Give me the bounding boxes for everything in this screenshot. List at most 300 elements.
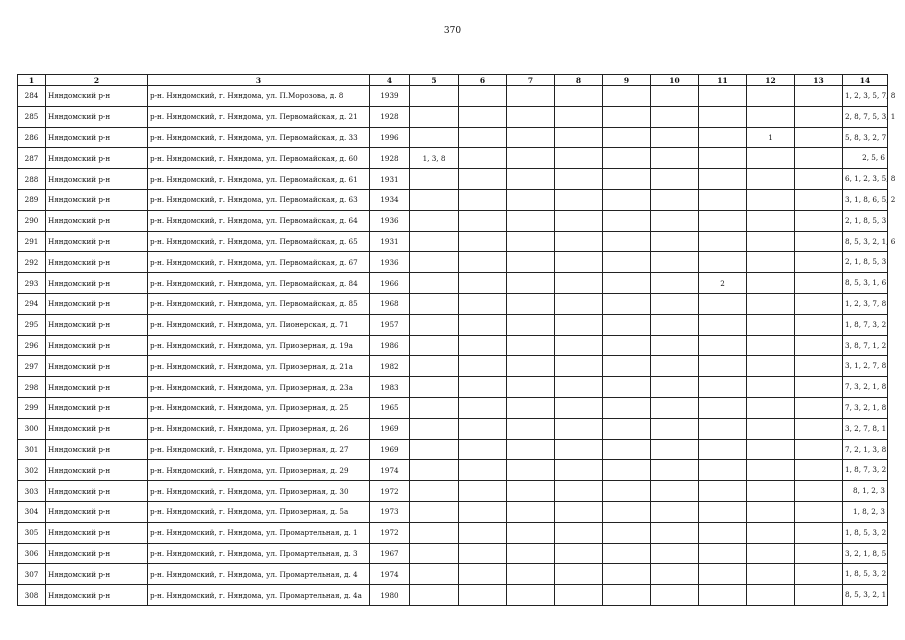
col-14-cell: 3, 1, 2, 7, 8 (843, 356, 888, 377)
col-7-cell (507, 418, 555, 439)
col-7-cell (507, 501, 555, 522)
col-5-cell (410, 460, 459, 481)
col-6-cell (459, 127, 507, 148)
col-14-cell: 1, 2, 3, 5, 7, 8 (843, 86, 888, 107)
address-cell: р-н. Няндомский, г. Няндома, ул. Промартельная, д. 1 (148, 522, 370, 543)
row-number: 284 (18, 86, 46, 107)
row-number: 292 (18, 252, 46, 273)
col-13-cell (795, 293, 843, 314)
district-cell: Няндомский р-н (46, 543, 148, 564)
district-cell: Няндомский р-н (46, 439, 148, 460)
col-7-cell (507, 127, 555, 148)
row-number: 297 (18, 356, 46, 377)
col-10-cell (651, 273, 699, 294)
col-10-cell (651, 356, 699, 377)
table-row (18, 127, 888, 148)
col-11-cell (699, 210, 747, 231)
col-6-cell (459, 377, 507, 398)
column-header-5: 5 (410, 75, 459, 86)
col-12-cell (747, 106, 795, 127)
col-7-cell (507, 273, 555, 294)
col-12-cell (747, 86, 795, 107)
table-row (18, 86, 888, 107)
year-cell: 1996 (370, 127, 410, 148)
column-header-6: 6 (459, 75, 507, 86)
col-11-cell (699, 189, 747, 210)
col-13-cell (795, 169, 843, 190)
col-8-cell (555, 585, 603, 606)
col-14-cell: 8, 5, 3, 2, 1, 6 (843, 231, 888, 252)
col-7-cell (507, 169, 555, 190)
col-9-cell (603, 127, 651, 148)
col-9-cell (603, 543, 651, 564)
table-row (18, 460, 888, 481)
col-6-cell (459, 356, 507, 377)
col-13-cell (795, 356, 843, 377)
col-11-cell (699, 106, 747, 127)
row-number: 298 (18, 377, 46, 398)
col-7-cell (507, 377, 555, 398)
col-9-cell (603, 377, 651, 398)
col-6-cell (459, 439, 507, 460)
col-8-cell (555, 127, 603, 148)
col-11-cell: 2 (699, 273, 747, 294)
col-7-cell (507, 106, 555, 127)
col-14-cell: 2, 5, 6 (843, 148, 888, 169)
row-number: 302 (18, 460, 46, 481)
address-cell: р-н. Няндомский, г. Няндома, ул. Промартельная, д. 4 (148, 564, 370, 585)
row-number: 287 (18, 148, 46, 169)
col-11-cell (699, 397, 747, 418)
district-cell: Няндомский р-н (46, 148, 148, 169)
district-cell: Няндомский р-н (46, 293, 148, 314)
col-9-cell (603, 356, 651, 377)
district-cell: Няндомский р-н (46, 356, 148, 377)
col-10-cell (651, 148, 699, 169)
col-12-cell (747, 356, 795, 377)
col-6-cell (459, 564, 507, 585)
col-5-cell (410, 106, 459, 127)
col-5-cell (410, 585, 459, 606)
address-cell: р-н. Няндомский, г. Няндома, ул. Первомайская, д. 64 (148, 210, 370, 231)
col-12-cell (747, 439, 795, 460)
table-row (18, 522, 888, 543)
col-13-cell (795, 481, 843, 502)
year-cell: 1982 (370, 356, 410, 377)
year-cell: 1928 (370, 106, 410, 127)
district-cell: Няндомский р-н (46, 481, 148, 502)
col-9-cell (603, 481, 651, 502)
address-cell: р-н. Няндомский, г. Няндома, ул. Приозерная, д. 30 (148, 481, 370, 502)
col-10-cell (651, 189, 699, 210)
col-14-cell: 3, 2, 1, 8, 5 (843, 543, 888, 564)
col-6-cell (459, 210, 507, 231)
col-14-cell: 7, 3, 2, 1, 8 (843, 397, 888, 418)
col-5-cell (410, 397, 459, 418)
table-row (18, 418, 888, 439)
col-11-cell (699, 148, 747, 169)
col-7-cell (507, 356, 555, 377)
address-cell: р-н. Няндомский, г. Няндома, ул. Пионерская, д. 71 (148, 314, 370, 335)
col-11-cell (699, 252, 747, 273)
column-header-9: 9 (603, 75, 651, 86)
col-9-cell (603, 169, 651, 190)
address-cell: р-н. Няндомский, г. Няндома, ул. Приозерная, д. 21а (148, 356, 370, 377)
col-14-cell: 8, 1, 2, 3 (843, 481, 888, 502)
col-7-cell (507, 148, 555, 169)
col-14-cell: 5, 8, 3, 2, 7 (843, 127, 888, 148)
col-5-cell (410, 543, 459, 564)
row-number: 290 (18, 210, 46, 231)
col-9-cell (603, 335, 651, 356)
col-12-cell (747, 293, 795, 314)
col-14-cell: 1, 8, 7, 3, 2 (843, 314, 888, 335)
col-9-cell (603, 397, 651, 418)
col-8-cell (555, 481, 603, 502)
column-header-2: 2 (46, 75, 148, 86)
year-cell: 1939 (370, 86, 410, 107)
col-13-cell (795, 127, 843, 148)
year-cell: 1974 (370, 564, 410, 585)
row-number: 304 (18, 501, 46, 522)
col-14-cell: 8, 5, 3, 1, 6 (843, 273, 888, 294)
address-cell: р-н. Няндомский, г. Няндома, ул. Первомайская, д. 60 (148, 148, 370, 169)
col-9-cell (603, 252, 651, 273)
table-header-row (18, 75, 888, 86)
col-9-cell (603, 210, 651, 231)
col-6-cell (459, 397, 507, 418)
col-11-cell (699, 169, 747, 190)
table-row (18, 252, 888, 273)
col-14-cell: 2, 1, 8, 5, 3 (843, 210, 888, 231)
col-12-cell (747, 501, 795, 522)
address-cell: р-н. Няндомский, г. Няндома, ул. Первомайская, д. 33 (148, 127, 370, 148)
col-9-cell (603, 439, 651, 460)
col-7-cell (507, 293, 555, 314)
year-cell: 1965 (370, 397, 410, 418)
col-10-cell (651, 418, 699, 439)
year-cell: 1936 (370, 210, 410, 231)
col-10-cell (651, 127, 699, 148)
col-8-cell (555, 273, 603, 294)
district-cell: Няндомский р-н (46, 564, 148, 585)
col-6-cell (459, 231, 507, 252)
col-8-cell (555, 231, 603, 252)
table-row (18, 231, 888, 252)
col-10-cell (651, 481, 699, 502)
col-5-cell (410, 252, 459, 273)
col-5-cell (410, 377, 459, 398)
column-header-1: 1 (18, 75, 46, 86)
col-9-cell (603, 231, 651, 252)
col-7-cell (507, 397, 555, 418)
col-8-cell (555, 335, 603, 356)
col-9-cell (603, 273, 651, 294)
col-13-cell (795, 273, 843, 294)
address-cell: р-н. Няндомский, г. Няндома, ул. Первомайская, д. 65 (148, 231, 370, 252)
col-9-cell (603, 418, 651, 439)
col-7-cell (507, 314, 555, 335)
col-10-cell (651, 397, 699, 418)
col-9-cell (603, 501, 651, 522)
col-13-cell (795, 210, 843, 231)
col-14-cell: 8, 5, 3, 2, 1 (843, 585, 888, 606)
col-12-cell (747, 564, 795, 585)
address-cell: р-н. Няндомский, г. Няндома, ул. Приозерная, д. 23а (148, 377, 370, 398)
col-10-cell (651, 86, 699, 107)
district-cell: Няндомский р-н (46, 252, 148, 273)
col-12-cell (747, 335, 795, 356)
col-12-cell (747, 273, 795, 294)
col-8-cell (555, 189, 603, 210)
year-cell: 1931 (370, 231, 410, 252)
row-number: 305 (18, 522, 46, 543)
col-9-cell (603, 106, 651, 127)
col-13-cell (795, 106, 843, 127)
year-cell: 1972 (370, 522, 410, 543)
col-13-cell (795, 522, 843, 543)
row-number: 300 (18, 418, 46, 439)
address-cell: р-н. Няндомский, г. Няндома, ул. Первомайская, д. 85 (148, 293, 370, 314)
col-13-cell (795, 418, 843, 439)
col-14-cell: 3, 2, 7, 8, 1 (843, 418, 888, 439)
col-9-cell (603, 522, 651, 543)
column-header-7: 7 (507, 75, 555, 86)
year-cell: 1969 (370, 418, 410, 439)
col-5-cell (410, 314, 459, 335)
table-row (18, 314, 888, 335)
col-6-cell (459, 273, 507, 294)
col-9-cell (603, 189, 651, 210)
col-5-cell (410, 501, 459, 522)
row-number: 289 (18, 189, 46, 210)
row-number: 286 (18, 127, 46, 148)
col-10-cell (651, 231, 699, 252)
address-cell: р-н. Няндомский, г. Няндома, ул. Промартельная, д. 3 (148, 543, 370, 564)
col-9-cell (603, 86, 651, 107)
col-5-cell (410, 481, 459, 502)
column-header-12: 12 (747, 75, 795, 86)
col-13-cell (795, 314, 843, 335)
year-cell: 1966 (370, 273, 410, 294)
address-cell: р-н. Няндомский, г. Няндома, ул. Приозерная, д. 26 (148, 418, 370, 439)
col-7-cell (507, 522, 555, 543)
table-row (18, 543, 888, 564)
table-row (18, 439, 888, 460)
col-6-cell (459, 252, 507, 273)
year-cell: 1931 (370, 169, 410, 190)
row-number: 303 (18, 481, 46, 502)
col-13-cell (795, 189, 843, 210)
col-10-cell (651, 522, 699, 543)
col-6-cell (459, 418, 507, 439)
col-10-cell (651, 439, 699, 460)
column-header-8: 8 (555, 75, 603, 86)
col-6-cell (459, 522, 507, 543)
col-9-cell (603, 293, 651, 314)
col-13-cell (795, 148, 843, 169)
row-number: 288 (18, 169, 46, 190)
table-row (18, 397, 888, 418)
district-cell: Няндомский р-н (46, 273, 148, 294)
col-11-cell (699, 439, 747, 460)
col-14-cell: 1, 2, 3, 7, 8 (843, 293, 888, 314)
year-cell: 1986 (370, 335, 410, 356)
col-14-cell: 6, 1, 2, 3, 5, 8 (843, 169, 888, 190)
col-5-cell (410, 210, 459, 231)
col-5-cell (410, 86, 459, 107)
col-13-cell (795, 501, 843, 522)
col-10-cell (651, 460, 699, 481)
col-6-cell (459, 189, 507, 210)
col-11-cell (699, 356, 747, 377)
address-cell: р-н. Няндомский, г. Няндома, ул. Приозерная, д. 29 (148, 460, 370, 481)
col-12-cell (747, 210, 795, 231)
col-8-cell (555, 210, 603, 231)
col-8-cell (555, 397, 603, 418)
table-row (18, 356, 888, 377)
col-5-cell (410, 127, 459, 148)
row-number: 291 (18, 231, 46, 252)
col-7-cell (507, 481, 555, 502)
col-5-cell (410, 293, 459, 314)
column-header-11: 11 (699, 75, 747, 86)
address-cell: р-н. Няндомский, г. Няндома, ул. Промартельная, д. 4а (148, 585, 370, 606)
col-8-cell (555, 293, 603, 314)
table-row (18, 501, 888, 522)
col-8-cell (555, 252, 603, 273)
col-8-cell (555, 564, 603, 585)
col-10-cell (651, 210, 699, 231)
column-header-3: 3 (148, 75, 370, 86)
col-13-cell (795, 543, 843, 564)
address-cell: р-н. Няндомский, г. Няндома, ул. Приозерная, д. 27 (148, 439, 370, 460)
col-7-cell (507, 252, 555, 273)
col-8-cell (555, 522, 603, 543)
col-9-cell (603, 148, 651, 169)
table-row (18, 293, 888, 314)
col-14-cell: 7, 3, 2, 1, 8 (843, 377, 888, 398)
col-9-cell (603, 460, 651, 481)
col-11-cell (699, 335, 747, 356)
col-8-cell (555, 460, 603, 481)
col-14-cell: 1, 8, 5, 3, 2 (843, 564, 888, 585)
year-cell: 1934 (370, 189, 410, 210)
col-11-cell (699, 418, 747, 439)
col-10-cell (651, 564, 699, 585)
address-cell: р-н. Няндомский, г. Няндома, ул. Первомайская, д. 63 (148, 189, 370, 210)
col-12-cell (747, 522, 795, 543)
col-11-cell (699, 460, 747, 481)
district-cell: Няндомский р-н (46, 210, 148, 231)
year-cell: 1936 (370, 252, 410, 273)
table-row (18, 169, 888, 190)
col-10-cell (651, 252, 699, 273)
col-8-cell (555, 314, 603, 335)
col-6-cell (459, 293, 507, 314)
col-10-cell (651, 335, 699, 356)
col-12-cell (747, 148, 795, 169)
col-6-cell (459, 86, 507, 107)
col-8-cell (555, 106, 603, 127)
col-12-cell (747, 460, 795, 481)
col-5-cell (410, 522, 459, 543)
col-7-cell (507, 231, 555, 252)
year-cell: 1974 (370, 460, 410, 481)
row-number: 307 (18, 564, 46, 585)
row-number: 299 (18, 397, 46, 418)
address-cell: р-н. Няндомский, г. Няндома, ул. Первомайская, д. 84 (148, 273, 370, 294)
col-12-cell (747, 418, 795, 439)
col-7-cell (507, 460, 555, 481)
column-header-10: 10 (651, 75, 699, 86)
table-row (18, 585, 888, 606)
col-11-cell (699, 127, 747, 148)
table-row (18, 377, 888, 398)
table-body (18, 86, 896, 606)
col-6-cell (459, 314, 507, 335)
col-11-cell (699, 231, 747, 252)
col-12-cell (747, 543, 795, 564)
col-6-cell (459, 335, 507, 356)
col-9-cell (603, 585, 651, 606)
col-13-cell (795, 585, 843, 606)
year-cell: 1967 (370, 543, 410, 564)
col-7-cell (507, 439, 555, 460)
col-13-cell (795, 439, 843, 460)
row-number: 295 (18, 314, 46, 335)
address-cell: р-н. Няндомский, г. Няндома, ул. Приозерная, д. 5а (148, 501, 370, 522)
district-cell: Няндомский р-н (46, 522, 148, 543)
district-cell: Няндомский р-н (46, 106, 148, 127)
col-12-cell (747, 397, 795, 418)
col-8-cell (555, 439, 603, 460)
col-11-cell (699, 543, 747, 564)
col-7-cell (507, 86, 555, 107)
col-14-cell: 7, 2, 1, 3, 8 (843, 439, 888, 460)
col-11-cell (699, 501, 747, 522)
district-cell: Няндомский р-н (46, 189, 148, 210)
col-8-cell (555, 169, 603, 190)
col-8-cell (555, 418, 603, 439)
col-6-cell (459, 543, 507, 564)
col-5-cell (410, 439, 459, 460)
col-11-cell (699, 377, 747, 398)
table-row (18, 148, 888, 169)
col-8-cell (555, 543, 603, 564)
col-9-cell (603, 314, 651, 335)
column-header-13: 13 (795, 75, 843, 86)
year-cell: 1980 (370, 585, 410, 606)
district-cell: Няндомский р-н (46, 314, 148, 335)
col-10-cell (651, 106, 699, 127)
col-11-cell (699, 522, 747, 543)
col-14-cell: 3, 8, 7, 1, 2 (843, 335, 888, 356)
col-7-cell (507, 543, 555, 564)
col-12-cell (747, 585, 795, 606)
row-number: 296 (18, 335, 46, 356)
column-header-14: 14 (843, 75, 888, 86)
col-9-cell (603, 564, 651, 585)
col-11-cell (699, 481, 747, 502)
table-row (18, 481, 888, 502)
col-7-cell (507, 585, 555, 606)
col-5-cell (410, 231, 459, 252)
col-13-cell (795, 397, 843, 418)
col-8-cell (555, 148, 603, 169)
table-row (18, 564, 888, 585)
col-12-cell (747, 481, 795, 502)
